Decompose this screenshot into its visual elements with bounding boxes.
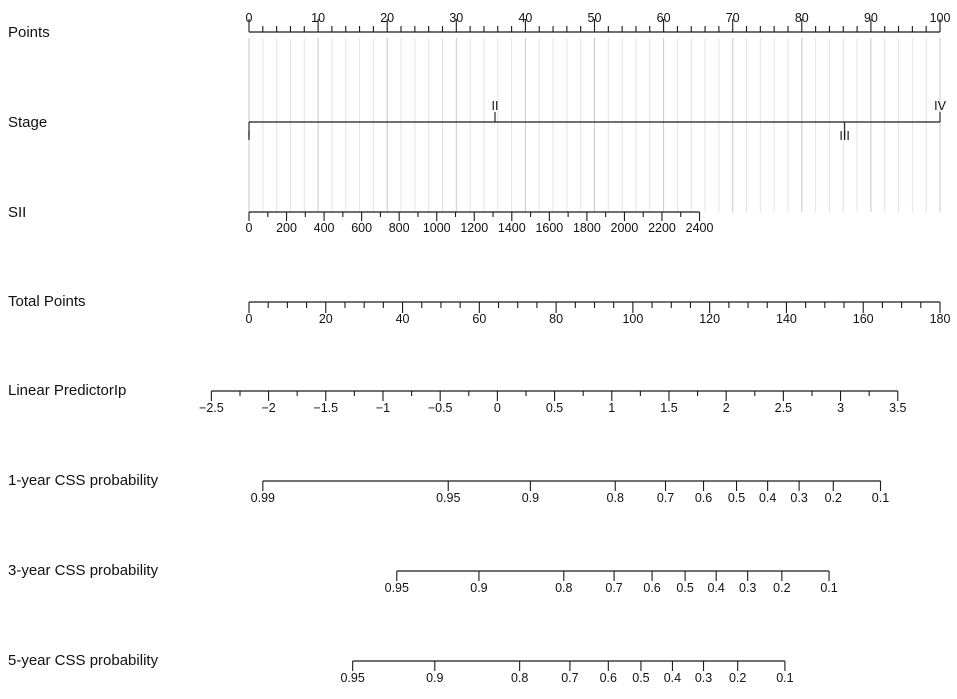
points-tick-label-10: 10 — [311, 11, 326, 25]
total-points-tick-label-20: 20 — [318, 312, 333, 326]
sii-tick-label-1600: 1600 — [535, 221, 564, 235]
total-points-tick-label-160: 160 — [852, 312, 874, 326]
css-1yr-tick-label-0.3: 0.3 — [790, 491, 808, 505]
sii-tick-label-400: 400 — [313, 221, 335, 235]
css-1yr-tick-label-0.6: 0.6 — [694, 491, 713, 505]
stage-row-label: Stage — [8, 114, 48, 131]
linear-predictor-tick-label-1.5: 1.5 — [660, 401, 678, 415]
linear-predictor-tick-label--0.5: −0.5 — [427, 401, 453, 415]
css-1yr-tick-label-0.95: 0.95 — [436, 491, 461, 505]
css-1yr-tick-label-0.4: 0.4 — [758, 491, 777, 505]
css-5yr-tick-label-0.1: 0.1 — [776, 671, 794, 685]
points-tick-label-50: 50 — [587, 11, 602, 25]
sii-tick-label-1200: 1200 — [460, 221, 489, 235]
sii-tick-label-0: 0 — [245, 221, 253, 235]
total-points-tick-label-100: 100 — [622, 312, 644, 326]
points-row-label: Points — [8, 24, 50, 41]
css-5yr-tick-label-0.95: 0.95 — [340, 671, 365, 685]
sii-tick-label-1000: 1000 — [422, 221, 451, 235]
css-5yr-tick-label-0.5: 0.5 — [632, 671, 650, 685]
stage-tick-label-IV: IV — [934, 99, 946, 113]
linear-predictor-tick-label-2.5: 2.5 — [774, 401, 793, 415]
css-5yr-tick-label-0.4: 0.4 — [663, 671, 682, 685]
total-points-tick-label-80: 80 — [549, 312, 564, 326]
linear-predictor-tick-label--2: −2 — [261, 401, 276, 415]
points-tick-label-40: 40 — [518, 11, 533, 25]
linear-predictor-tick-label--2.5: −2.5 — [199, 401, 224, 415]
stage-tick-label-I: I — [247, 129, 251, 143]
points-tick-label-0: 0 — [245, 11, 253, 25]
total-points-tick-label-180: 180 — [929, 312, 951, 326]
css-3yr-tick-label-0.2: 0.2 — [773, 581, 791, 595]
points-tick-label-90: 90 — [863, 11, 878, 25]
linear-predictor-tick-label-2: 2 — [722, 401, 730, 415]
total-points-tick-label-120: 120 — [699, 312, 721, 326]
linear-predictor-tick-label-3: 3 — [837, 401, 845, 415]
css-3yr-tick-label-0.95: 0.95 — [384, 581, 409, 595]
css-5yr-tick-label-0.7: 0.7 — [561, 671, 579, 685]
linear-predictor-tick-label-1: 1 — [608, 401, 616, 415]
total-points-tick-label-140: 140 — [776, 312, 797, 326]
total-points-tick-label-60: 60 — [472, 312, 487, 326]
css-5yr-tick-label-0.6: 0.6 — [599, 671, 618, 685]
sii-tick-label-800: 800 — [388, 221, 410, 235]
css_5yr-row-label: 5-year CSS probability — [8, 652, 159, 669]
sii-tick-label-2000: 2000 — [610, 221, 639, 235]
css-5yr-tick-label-0.9: 0.9 — [426, 671, 444, 685]
sii-row-label: SII — [8, 204, 27, 221]
points-tick-label-20: 20 — [380, 11, 395, 25]
sii-tick-label-2400: 2400 — [685, 221, 714, 235]
total-points-tick-label-40: 40 — [395, 312, 410, 326]
css-1yr-tick-label-0.8: 0.8 — [606, 491, 624, 505]
axes-layer — [211, 19, 940, 671]
points-tick-label-80: 80 — [794, 11, 809, 25]
css-5yr-tick-label-0.2: 0.2 — [728, 671, 747, 685]
linear-predictor-tick-label-3.5: 3.5 — [889, 401, 907, 415]
css-3yr-tick-label-0.7: 0.7 — [605, 581, 623, 595]
css_1yr-row-label: 1-year CSS probability — [8, 472, 159, 489]
css-1yr-tick-label-0.99: 0.99 — [250, 491, 275, 505]
css-1yr-tick-label-0.2: 0.2 — [824, 491, 842, 505]
css-5yr-tick-label-0.8: 0.8 — [510, 671, 529, 685]
sii-tick-label-1400: 1400 — [497, 221, 526, 235]
labels-layer — [8, 11, 950, 685]
css-3yr-tick-label-0.9: 0.9 — [470, 581, 488, 595]
css-3yr-tick-label-0.6: 0.6 — [643, 581, 661, 595]
linear-predictor-tick-label-0: 0 — [493, 401, 501, 415]
sii-tick-label-1800: 1800 — [572, 221, 601, 235]
linear-predictor-tick-label--1.5: −1.5 — [313, 401, 339, 415]
stage-tick-label-III: III — [839, 129, 850, 143]
linear-predictor-tick-label-0.5: 0.5 — [545, 401, 564, 415]
css-1yr-tick-label-0.1: 0.1 — [871, 491, 890, 505]
css-3yr-tick-label-0.4: 0.4 — [707, 581, 725, 595]
css-3yr-tick-label-0.3: 0.3 — [738, 581, 757, 595]
css-5yr-tick-label-0.3: 0.3 — [694, 671, 713, 685]
points-tick-label-70: 70 — [725, 11, 740, 25]
css-1yr-tick-label-0.5: 0.5 — [727, 491, 746, 505]
css_3yr-row-label: 3-year CSS probability — [8, 562, 159, 579]
points-tick-label-100: 100 — [929, 11, 951, 25]
sii-tick-label-600: 600 — [351, 221, 373, 235]
linear_predictor-row-label: Linear PredictorIp — [8, 382, 127, 399]
total-points-tick-label-0: 0 — [245, 312, 253, 326]
linear-predictor-tick-label--1: −1 — [375, 401, 391, 415]
sii-tick-label-2200: 2200 — [648, 221, 676, 235]
grid-layer — [249, 38, 940, 212]
stage-tick-label-II: II — [491, 99, 499, 113]
css-3yr-tick-label-0.1: 0.1 — [820, 581, 838, 595]
points-tick-label-60: 60 — [656, 11, 671, 25]
css-1yr-tick-label-0.7: 0.7 — [656, 491, 675, 505]
points-tick-label-30: 30 — [449, 11, 464, 25]
total_points-row-label: Total Points — [8, 293, 86, 310]
css-1yr-tick-label-0.9: 0.9 — [521, 491, 540, 505]
css-3yr-tick-label-0.5: 0.5 — [676, 581, 694, 595]
css-3yr-tick-label-0.8: 0.8 — [555, 581, 573, 595]
sii-tick-label-200: 200 — [276, 221, 297, 235]
